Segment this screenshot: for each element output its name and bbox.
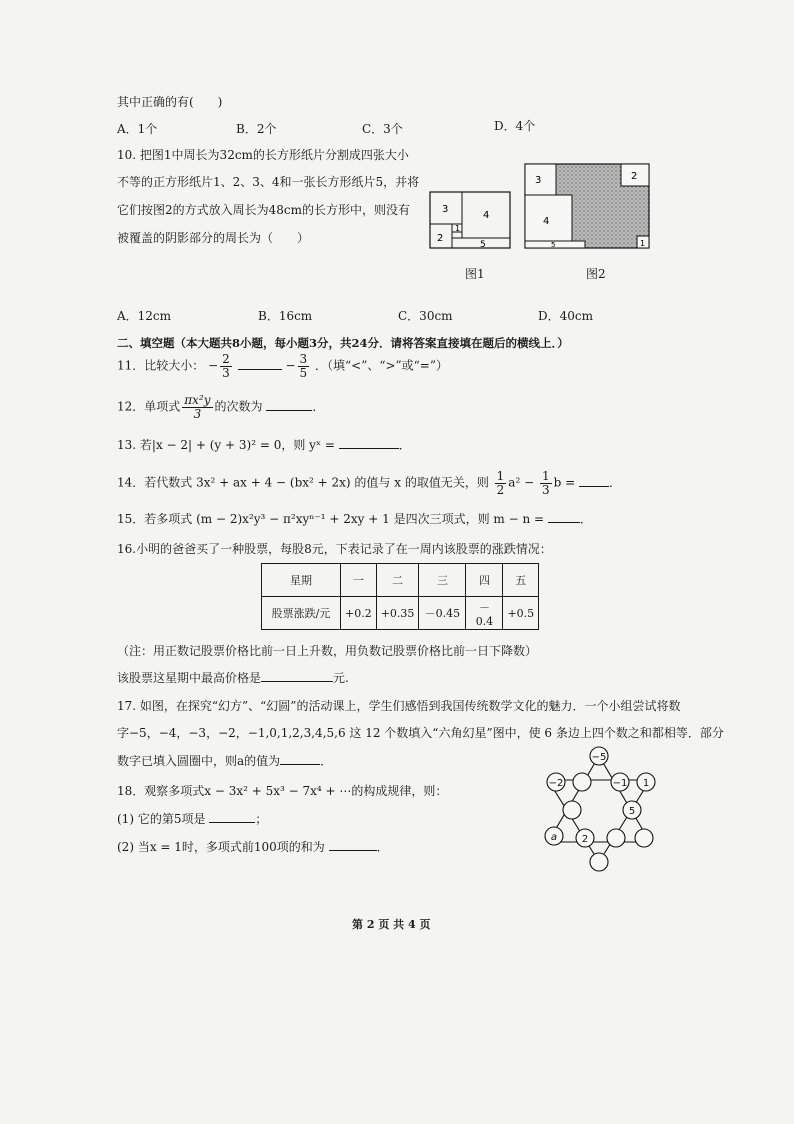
fig2-label-2: 2 [631, 171, 638, 182]
table-cell: －0.45 [419, 597, 466, 630]
table-header-cell: 五 [503, 564, 539, 597]
q10-option-a: A．12cm [117, 309, 172, 323]
fig1-label-2: 2 [437, 233, 444, 244]
q14-frac1-den: 2 [496, 482, 505, 497]
fig2-label-4: 4 [543, 216, 550, 227]
q18-stem: 18．观察多项式x − 3x² + 5x³ − 7x⁴ + ⋯的构成规律，则： [117, 784, 448, 798]
table-cell: －0.4 [466, 597, 503, 630]
q18-part-2-text: (2) 当x = 1时，多项式前100项的和为 [117, 840, 325, 854]
q14-suffix: b = [553, 475, 576, 490]
q9-option-c: C．3个 [362, 122, 403, 136]
page-footer: 第 2 页 共 4 页 [352, 918, 431, 931]
q10-line-4: 被覆盖的阴影部分的周长为（ ） [117, 231, 310, 245]
q11-frac2-num: 3 [299, 352, 308, 366]
fig2-label-1: 1 [640, 239, 646, 248]
star-node [563, 801, 581, 819]
hexagram-triangle-up [548, 756, 650, 842]
q13-period: ． [398, 438, 411, 452]
q10-text-1: 把图1中周长为32cm的长方形纸片分割成四张大小 [139, 148, 409, 162]
q10-fig1-caption: 图1 [465, 267, 485, 281]
q16-unit: 元. [333, 671, 349, 685]
q16-note: （注：用正数记股票价格比前一日上升数，用负数记股票价格比前一日下降数） [117, 644, 538, 658]
q18-part-1 [117, 810, 267, 827]
q12-frac-den: 3 [193, 406, 202, 421]
q9-option-d: D．4个 [494, 119, 536, 133]
q12-answer-blank[interactable] [266, 399, 312, 411]
table-header-cell: 一 [341, 564, 377, 597]
star-label-upper-right-inner: −1 [612, 778, 628, 789]
star-node [590, 853, 608, 871]
q11-minus-1: − [208, 358, 219, 373]
q16-question [117, 669, 349, 686]
q16-question-text: 该股票这星期中最高价格是 [117, 671, 262, 685]
q17-line-3-text: 数字已填入圆圈中，则a的值为 [117, 754, 281, 768]
q12-frac-num: πx²y [184, 393, 211, 407]
q12-suffix: 的次数为 [214, 399, 263, 414]
q18-part-2-end: ． [376, 840, 389, 854]
q17-line-1: 17. 如图，在探究“幻方”、“幻圆”的活动课上，学生们感悟到我国传统数学文化的魅力．一个小组尝试将数 [117, 699, 681, 713]
q11-prefix: 11．比较大小： [117, 358, 205, 373]
q16-stock-table [261, 563, 539, 630]
q15-text: 15．若多项式 (m − 2)x²y³ − π²xyⁿ⁻¹ + 2xy + 1 是四次三项式，则 m − n = [117, 512, 545, 526]
q10-option-c: C．30cm [398, 309, 453, 323]
star-label-middle-right: 5 [628, 806, 636, 817]
q14-frac2-den: 3 [541, 482, 550, 497]
q10-line-2: 不等的正方形纸片1、2、3、4和一张长方形纸片5，并将 [117, 175, 420, 189]
q10-line-3: 它们按图2的方式放入周长为48cm的长方形中，则没有 [117, 203, 411, 217]
q17-answer-blank[interactable] [280, 753, 320, 765]
star-label-lower-inner: 2 [581, 834, 589, 845]
q18-part-1-blank[interactable] [209, 811, 255, 823]
hexagram-triangle-down [548, 780, 650, 862]
table-header-cell: 二 [376, 564, 419, 597]
q14-frac-2 [540, 470, 552, 496]
fig1-label-3: 3 [442, 204, 449, 215]
star-label-left: −2 [548, 778, 564, 789]
q11-frac-2 [298, 353, 310, 379]
star-node [607, 829, 625, 847]
q13-text: 13. 若|x − 2| + (y + 3)² = 0，则 yˣ = [117, 438, 335, 452]
section2-title: 二、填空题（本大题共8小题，每小题3分，共24分．请将答案直接填在题后的横线上．） [117, 336, 569, 350]
q9-stem: 其中正确的有( ) [117, 95, 223, 109]
q12 [117, 394, 324, 420]
q18-part-1-end: ； [255, 812, 268, 826]
table-header-cell: 星期 [262, 564, 341, 597]
q14-answer-blank[interactable] [579, 475, 609, 487]
q13 [117, 436, 411, 453]
q15 [117, 510, 592, 527]
q14-period: ． [609, 475, 622, 490]
star-label-right: 1 [642, 778, 650, 789]
table-header-cell: 三 [419, 564, 466, 597]
q10-number: 10. [117, 148, 137, 162]
q10-option-d: D．40cm [538, 309, 593, 323]
star-label-top: −5 [591, 752, 607, 763]
q10-fig2-caption: 图2 [586, 267, 606, 281]
q11-answer-blank[interactable] [238, 358, 282, 370]
q11-suffix: ．（填“<”、“>”或“=”） [315, 358, 448, 373]
table-header-cell: 四 [466, 564, 503, 597]
q18-part-2-blank[interactable] [329, 839, 377, 851]
fig1-label-5: 5 [480, 240, 486, 250]
q14-frac2-num: 1 [541, 469, 550, 483]
fig1-label-1: 1 [455, 224, 461, 233]
q12-frac [182, 394, 212, 420]
q16-answer-blank[interactable] [261, 670, 333, 682]
q10-line-1 [117, 146, 409, 163]
table-row [262, 597, 539, 630]
star-node [635, 829, 653, 847]
q18-part-2 [117, 838, 389, 855]
q17-period: ． [320, 754, 333, 768]
q14-prefix: 14．若代数式 3x² + ax + 4 − (bx² + 2x) 的值与 x 的取值无关，则 [117, 475, 489, 490]
table-cell: 股票涨跌/元 [262, 597, 341, 630]
table-cell: +0.35 [376, 597, 419, 630]
q17-line-2: 字−5，−4，−3，−2，−1,0,1,2,3,4,5,6 这 12 个数填入“六角幻星”图中，使 6 条边上四个数之和都相等．部分 [117, 726, 724, 740]
q14-frac1-num: 1 [496, 469, 505, 483]
fig2-label-3: 3 [535, 175, 542, 186]
q15-period: ． [579, 512, 592, 526]
q11-frac1-den: 3 [222, 365, 230, 380]
q11-frac1-num: 2 [222, 352, 230, 366]
table-row [262, 564, 539, 597]
q10-figure-1 [428, 190, 512, 250]
q17-hexagram-figure [538, 740, 668, 872]
q14-frac-1 [495, 470, 507, 496]
q16-stem: 16.小明的爸爸买了一种股票，每股8元，下表记录了在一周内该股票的涨跌情况： [117, 542, 552, 556]
q12-prefix: 12．单项式 [117, 399, 181, 414]
star-node [573, 773, 591, 791]
fig1-label-4: 4 [483, 210, 490, 221]
q14 [117, 470, 621, 496]
q15-answer-blank[interactable] [548, 511, 580, 523]
q9-option-a: A．1个 [117, 122, 158, 136]
q11-frac2-den: 5 [299, 365, 308, 380]
q14-mid: a² − [508, 475, 535, 490]
q13-answer-blank[interactable] [339, 437, 399, 449]
q10-figure-2 [523, 162, 651, 250]
q12-period: ． [312, 399, 325, 414]
fig2-label-5: 5 [551, 241, 556, 249]
table-cell: +0.2 [341, 597, 377, 630]
q11-minus-2: − [285, 358, 296, 373]
q9-option-b: B．2个 [236, 122, 277, 136]
q11 [117, 353, 448, 379]
q17-line-3 [117, 752, 332, 769]
q18-part-1-text: (1) 它的第5项是 [117, 812, 206, 826]
q11-frac-1 [220, 353, 232, 379]
star-label-a: a [550, 832, 558, 843]
q10-option-b: B．16cm [258, 309, 313, 323]
table-cell: +0.5 [503, 597, 539, 630]
